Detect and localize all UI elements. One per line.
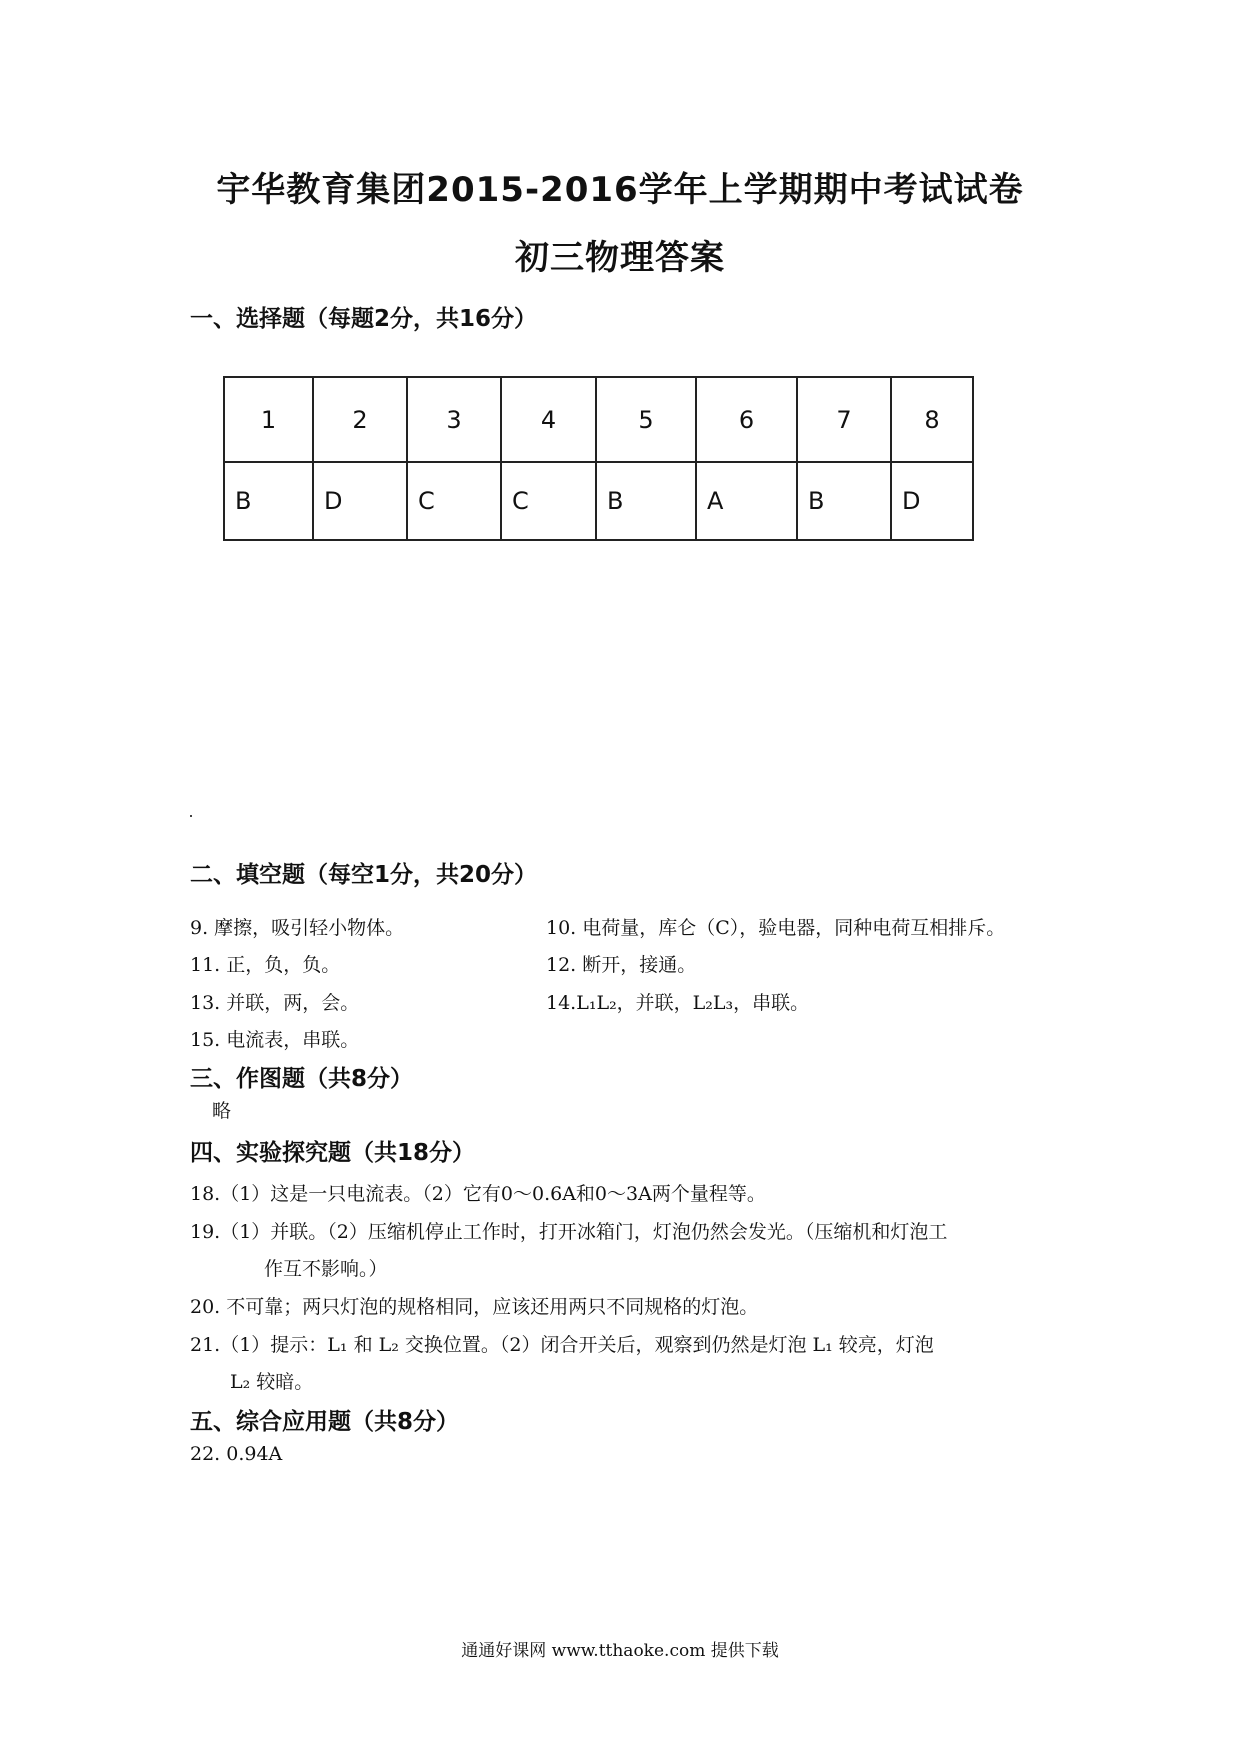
table-cell-number: 3 [407,377,501,462]
table-cell-number: 1 [224,377,313,462]
table-cell-answer: A [696,462,797,540]
section-heading-fill: 二、填空题（每空1分，共20分） [190,862,538,888]
footer-text: 通通好课网 www.tthaoke.com 提供下载 [461,1641,779,1661]
table-cell-answer: B [797,462,891,540]
table-cell-number: 5 [596,377,696,462]
answer-line: 10. 电荷量，库仑（C），验电器，同种电荷互相排斥。 [546,917,1006,939]
answer-line: 11. 正，负，负。 [190,954,341,976]
table-cell-answer: D [891,462,973,540]
table-cell-answer: B [224,462,313,540]
table-cell-number: 7 [797,377,891,462]
answer-line: 20. 不可靠；两只灯泡的规格相同，应该还用两只不同规格的灯泡。 [190,1296,759,1318]
table-cell-answer: D [313,462,407,540]
page-title: 宇华教育集团2015-2016学年上学期期中考试试卷 [216,170,1024,210]
section-heading-drawing: 三、作图题（共8分） [190,1066,414,1092]
answer-line: 12. 断开，接通。 [546,954,697,976]
answer-table [223,376,974,541]
answer-line: 略 [212,1100,232,1122]
answer-line: 22. 0.94A [190,1443,283,1465]
answer-line: 作互不影响。） [264,1258,388,1280]
stray-dot [190,815,192,817]
answer-line: L₂ 较暗。 [230,1371,314,1393]
answer-line: 15. 电流表，串联。 [190,1029,360,1051]
table-cell-answer: C [501,462,596,540]
table-cell-number: 6 [696,377,797,462]
section-heading-experiment: 四、实验探究题（共18分） [190,1140,476,1166]
table-cell-answer: B [596,462,696,540]
table-cell-answer: C [407,462,501,540]
answer-line: 19.（1）并联。（2）压缩机停止工作时，打开冰箱门，灯泡仍然会发光。（压缩机和灯泡工 [190,1221,948,1243]
answer-line: 13. 并联，两，会。 [190,992,360,1014]
answer-line: 14.L₁L₂，并联，L₂L₃，串联。 [546,992,810,1014]
answer-table-number-row [224,377,973,462]
table-cell-number: 4 [501,377,596,462]
table-cell-number: 2 [313,377,407,462]
table-cell-number: 8 [891,377,973,462]
section-heading-choice: 一、选择题（每题2分，共16分） [190,306,538,332]
section-heading-application: 五、综合应用题（共8分） [190,1409,460,1435]
page-subtitle: 初三物理答案 [515,238,725,278]
answer-line: 9. 摩擦，吸引轻小物体。 [190,917,405,939]
answer-line: 18.（1）这是一只电流表。（2）它有0～0.6A和0～3A两个量程等。 [190,1183,766,1205]
answer-line: 21.（1）提示：L₁ 和 L₂ 交换位置。（2）闭合开关后，观察到仍然是灯泡 L₁ 较亮，灯泡 [190,1334,934,1356]
answer-table-answer-row [224,462,973,540]
